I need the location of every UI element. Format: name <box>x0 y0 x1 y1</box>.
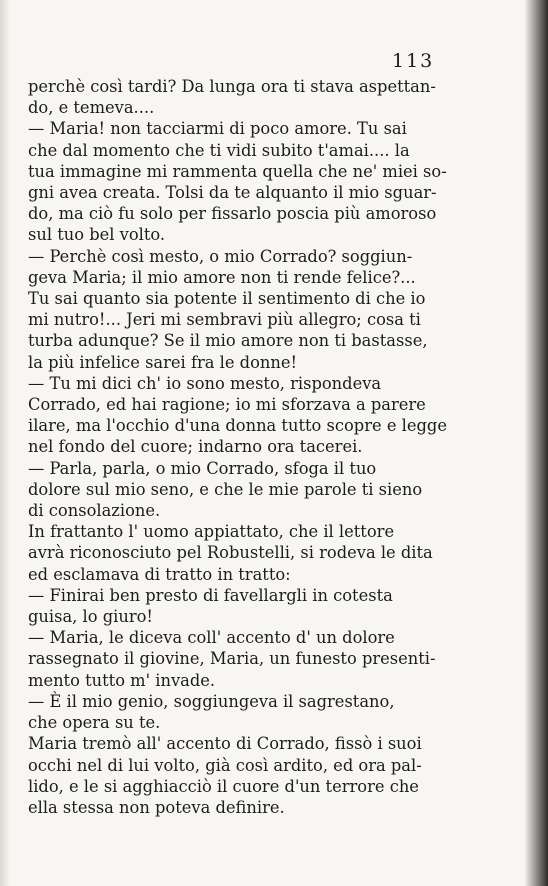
page-left-edge-shadow <box>0 0 10 886</box>
text-line: di consolazione. <box>28 501 161 521</box>
text-line: perchè così tardi? Da lunga ora ti stava aspettan- <box>28 77 436 96</box>
text-line: la più infelice sarei fra le donne! <box>28 352 298 372</box>
text-line: avrà riconosciuto pel Robustelli, si rodeva le dita <box>28 543 433 563</box>
text-line: Tu sai quanto sia potente il sentimento di che io <box>28 289 426 309</box>
text-line: occhi nel di lui volto, già così ardito, ed ora pal- <box>28 755 422 775</box>
text-line: In frattanto l' uomo appiattato, che il lettore <box>28 522 395 542</box>
text-line: — È il mio genio, soggiungeva il sagrestano, <box>28 691 395 711</box>
text-line: — Tu mi dici ch' io sono mesto, rispondeva <box>28 373 382 393</box>
text-line: tua immagine mi rammenta quella che ne' miei so- <box>28 161 447 181</box>
text-line: — Maria! non tacciarmi di poco amore. Tu sai <box>28 119 407 139</box>
text-line: ilare, ma l'occhio d'una donna tutto scopre e legge <box>28 416 447 436</box>
text-line: rassegnato il giovine, Maria, un funesto presenti- <box>28 649 436 669</box>
page-number: 113 <box>392 50 435 72</box>
text-line: ed esclamava di tratto in tratto: <box>28 564 291 584</box>
text-line: guisa, lo giuro! <box>28 607 153 627</box>
text-line: geva Maria; il mio amore non ti rende felice?... <box>28 267 416 287</box>
page-body-text <box>28 76 460 818</box>
text-line: mi nutro!... Jeri mi sembravi più allegro; cosa ti <box>28 310 421 330</box>
text-line: — Parla, parla, o mio Corrado, sfoga il tuo <box>28 458 377 478</box>
text-line: nel fondo del cuore; indarno ora tacerei. <box>28 437 363 457</box>
text-line: — Perchè così mesto, o mio Corrado? soggiun- <box>28 246 413 266</box>
text-line: do, ma ciò fu solo per fissarlo poscia più amoroso <box>28 204 437 224</box>
text-line: — Maria, le diceva coll' accento d' un dolore <box>28 628 395 648</box>
text-line: mento tutto m' invade. <box>28 670 216 690</box>
text-line: — Finirai ben presto di favellargli in cotesta <box>28 585 393 605</box>
text-line: sul tuo bel volto. <box>28 225 166 245</box>
page-binding-shadow <box>524 0 548 886</box>
text-line: Maria tremò all' accento di Corrado, fissò i suoi <box>28 734 422 754</box>
text-line: do, e temeva.... <box>28 98 155 118</box>
text-line: gni avea creata. Tolsi da te alquanto il mio sguar- <box>28 183 437 203</box>
text-line: dolore sul mio seno, e che le mie parole ti sieno <box>28 479 423 499</box>
text-line: Corrado, ed hai ragione; io mi sforzava a parere <box>28 395 426 415</box>
text-line: ella stessa non poteva definire. <box>28 797 285 817</box>
text-line: lido, e le si agghiacciò il cuore d'un terrore che <box>28 776 419 796</box>
text-line: turba adunque? Se il mio amore non ti bastasse, <box>28 331 428 351</box>
text-line: che dal momento che ti vidi subito t'amai.... la <box>28 140 410 160</box>
text-line: che opera su te. <box>28 713 161 733</box>
